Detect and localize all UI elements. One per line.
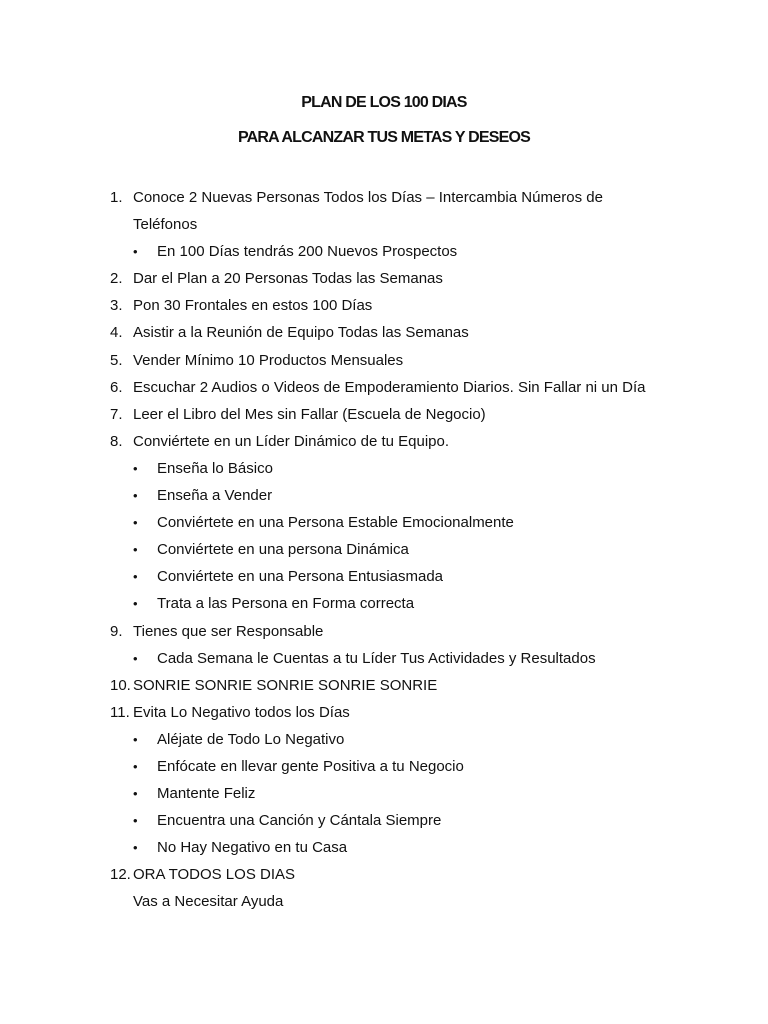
sub-item-text: Conviértete en una Persona Entusiasmada	[157, 568, 444, 586]
item-text: Asistir a la Reunión de Equipo Todas las Semanas	[133, 324, 469, 342]
bullet-icon: •	[133, 569, 138, 585]
sub-list-item	[0, 538, 768, 565]
item-number: 3.	[110, 297, 123, 315]
sub-item-text: Enseña a Vender	[157, 487, 273, 505]
item-text: Evita Lo Negativo todos los Días	[133, 703, 350, 721]
sub-list-item	[0, 511, 768, 538]
sub-item-text: Cada Semana le Cuentas a tu Líder Tus Actividades y Resultados	[157, 649, 596, 667]
sub-list-item	[0, 240, 768, 267]
sub-list-item	[0, 782, 768, 809]
item-number: 4.	[110, 324, 123, 342]
sub-list-item	[0, 592, 768, 619]
list-item	[0, 267, 768, 294]
item-number: 6.	[110, 378, 123, 396]
item-number: 7.	[110, 405, 123, 423]
item-number: 8.	[110, 432, 123, 450]
bullet-icon: •	[133, 786, 138, 802]
sub-list-item	[0, 565, 768, 592]
sub-item-text: Enseña lo Básico	[157, 459, 273, 477]
bullet-icon: •	[133, 488, 138, 504]
list-item	[0, 294, 768, 321]
bullet-icon: •	[133, 515, 138, 531]
sub-list-item	[0, 484, 768, 511]
item-number: 9.	[110, 622, 123, 640]
list-item	[0, 863, 768, 890]
bullet-icon: •	[133, 813, 138, 829]
bullet-icon: •	[133, 542, 138, 558]
sub-list-item	[0, 457, 768, 484]
document-title: PLAN DE LOS 100 DIAS	[301, 94, 467, 111]
bullet-icon: •	[133, 758, 138, 774]
document-subtitle: PARA ALCANZAR TUS METAS Y DESEOS	[237, 129, 531, 146]
sub-list-item	[0, 728, 768, 755]
sub-item-text: Conviértete en una persona Dinámica	[157, 541, 409, 559]
list-item	[0, 376, 768, 403]
item-text: Escuchar 2 Audios o Videos de Empoderamiento Diarios. Sin Fallar ni un Día	[133, 378, 646, 396]
sub-item-text: No Hay Negativo en tu Casa	[157, 839, 348, 857]
list-item	[0, 430, 768, 457]
item-number: 12.	[110, 866, 131, 884]
item-text: Dar el Plan a 20 Personas Todas las Semanas	[133, 270, 443, 288]
item-text: Pon 30 Frontales en estos 100 Días	[133, 297, 373, 315]
list-item-continuation	[0, 890, 768, 917]
item-number: 5.	[110, 351, 123, 369]
sub-item-text: Enfócate en llevar gente Positiva a tu Negocio	[157, 757, 464, 775]
bullet-icon: •	[133, 650, 138, 666]
sub-item-text: Aléjate de Todo Lo Negativo	[157, 730, 345, 748]
sub-list-item	[0, 647, 768, 674]
bullet-icon: •	[133, 840, 138, 856]
item-continuation-text: Teléfonos	[133, 216, 198, 234]
bullet-icon: •	[133, 731, 138, 747]
list-item	[0, 620, 768, 647]
list-item	[0, 403, 768, 430]
list-item	[0, 186, 768, 213]
item-continuation-text: Vas a Necesitar Ayuda	[133, 893, 284, 911]
item-number: 2.	[110, 270, 123, 288]
item-text: Leer el Libro del Mes sin Fallar (Escuela de Negocio)	[133, 405, 486, 423]
sub-item-text: Encuentra una Canción y Cántala Siempre	[157, 812, 442, 830]
bullet-icon: •	[133, 244, 138, 260]
list-item	[0, 349, 768, 376]
item-text: Conoce 2 Nuevas Personas Todos los Días – Intercambia Números de	[133, 189, 603, 206]
sub-list-item	[0, 755, 768, 782]
sub-list-item	[0, 836, 768, 863]
list-item	[0, 701, 768, 728]
item-number: 11.	[110, 703, 130, 721]
list-item	[0, 321, 768, 348]
item-text: ORA TODOS LOS DIAS	[133, 866, 295, 884]
sub-item-text: En 100 Días tendrás 200 Nuevos Prospectos	[157, 243, 458, 261]
item-text: SONRIE SONRIE SONRIE SONRIE SONRIE	[133, 676, 438, 694]
list-item	[0, 674, 768, 701]
sub-item-text: Conviértete en una Persona Estable Emocionalmente	[157, 514, 514, 532]
item-text: Tienes que ser Responsable	[133, 622, 324, 640]
item-number: 1.	[110, 189, 123, 206]
sub-item-text: Trata a las Persona en Forma correcta	[157, 595, 415, 613]
bullet-icon: •	[133, 596, 138, 612]
bullet-icon: •	[133, 460, 138, 476]
sub-item-text: Mantente Feliz	[157, 785, 256, 803]
item-text: Conviértete en un Líder Dinámico de tu Equipo.	[133, 432, 450, 450]
item-text: Vender Mínimo 10 Productos Mensuales	[133, 351, 404, 369]
plan-list	[0, 186, 768, 918]
list-item-continuation	[0, 213, 768, 240]
item-number: 10.	[110, 676, 131, 694]
sub-list-item	[0, 809, 768, 836]
